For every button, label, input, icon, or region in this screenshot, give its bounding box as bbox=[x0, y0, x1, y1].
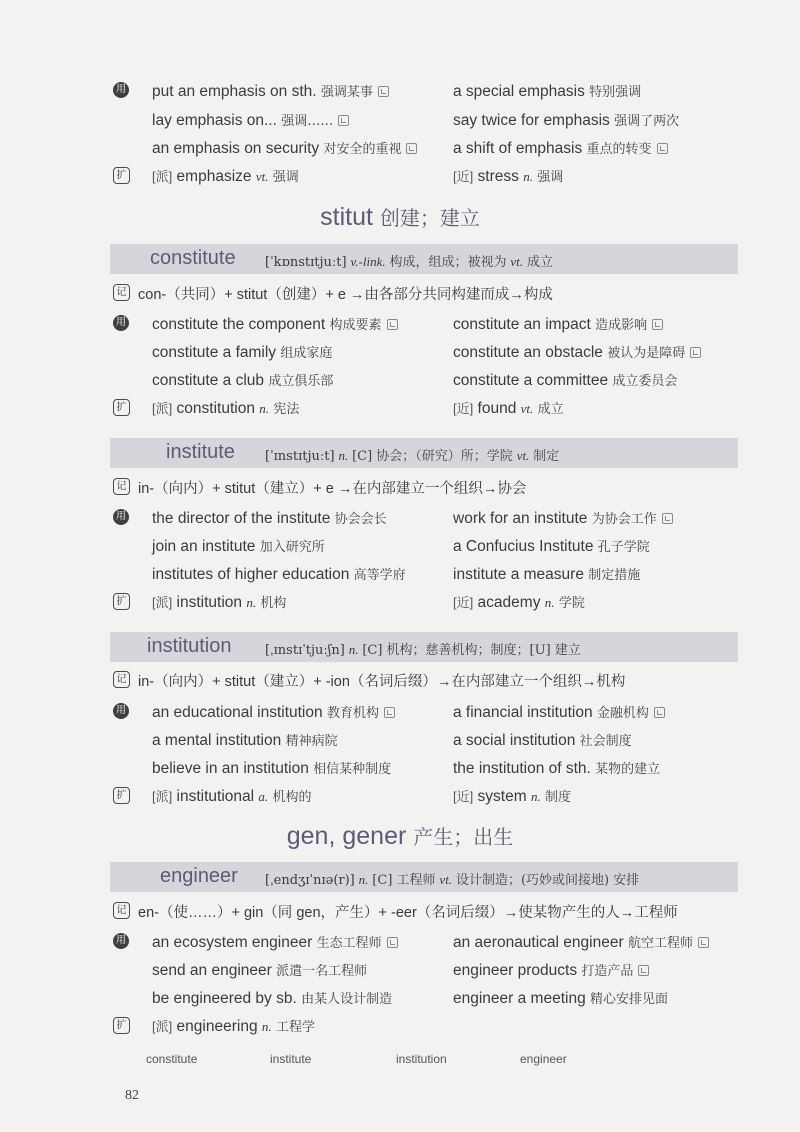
usage-phrase: a social institution 社会制度 bbox=[453, 732, 632, 749]
usage-phrase: an emphasis on security 对安全的重视 bbox=[152, 138, 417, 158]
usage-phrase: constitute an impact 造成影响 bbox=[453, 314, 663, 334]
usage-phrase: institutes of higher education 高等学府 bbox=[152, 566, 406, 583]
headword: institution bbox=[147, 635, 232, 657]
audio-icon[interactable] bbox=[387, 319, 398, 330]
synonym-word: [近] found vt. 成立 bbox=[453, 400, 564, 417]
derivative-word: [派] engineering n. 工程学 bbox=[152, 1018, 315, 1035]
memory-icon: 记 bbox=[113, 902, 130, 919]
audio-icon[interactable] bbox=[387, 937, 398, 948]
usage-phrase: a financial institution 金融机构 bbox=[453, 702, 665, 722]
audio-icon[interactable] bbox=[698, 937, 709, 948]
memory-icon: 记 bbox=[113, 478, 130, 495]
root-heading: stitut 创建；建立 bbox=[320, 203, 480, 231]
headword: constitute bbox=[150, 247, 236, 269]
usage-phrase: constitute a family 组成家庭 bbox=[152, 344, 333, 361]
audio-icon[interactable] bbox=[338, 115, 349, 126]
extend-icon: 扩 bbox=[113, 399, 130, 416]
synonym-word: [近] academy n. 学院 bbox=[453, 594, 585, 611]
audio-icon[interactable] bbox=[652, 319, 663, 330]
pronunciation-definition: [ˈkɒnstɪtjuːt] v.-link. 构成，组成；被视为 vt. 成立 bbox=[265, 254, 553, 270]
use-icon: 用 bbox=[113, 315, 129, 331]
usage-phrase: send an engineer 派遣一名工程师 bbox=[152, 962, 368, 979]
audio-icon[interactable] bbox=[657, 143, 668, 154]
usage-phrase: the director of the institute 协会会长 bbox=[152, 510, 387, 527]
extend-icon: 扩 bbox=[113, 593, 130, 610]
usage-phrase: an aeronautical engineer 航空工程师 bbox=[453, 932, 709, 952]
audio-icon[interactable] bbox=[662, 513, 673, 524]
headword: institute bbox=[166, 441, 235, 463]
usage-phrase: believe in an institution 相信某种制度 bbox=[152, 760, 392, 777]
usage-phrase: a Confucius Institute 孔子学院 bbox=[453, 538, 650, 555]
usage-phrase: an educational institution 教育机构 bbox=[152, 702, 395, 722]
footer-word: constitute bbox=[146, 1052, 198, 1066]
footer-word: institute bbox=[270, 1052, 312, 1066]
usage-phrase: the institution of sth. 某物的建立 bbox=[453, 760, 661, 777]
usage-phrase: say twice for emphasis 强调了两次 bbox=[453, 112, 680, 129]
headword-bar bbox=[110, 244, 738, 274]
synonym-word: [近] stress n. 强调 bbox=[453, 168, 564, 185]
use-icon: 用 bbox=[113, 509, 129, 525]
root-heading: gen, gener 产生；出生 bbox=[286, 822, 514, 850]
usage-phrase: a special emphasis 特别强调 bbox=[453, 83, 642, 100]
usage-phrase: work for an institute 为协会工作 bbox=[453, 508, 673, 528]
memory-icon: 记 bbox=[113, 284, 130, 301]
audio-icon[interactable] bbox=[654, 707, 665, 718]
usage-phrase: engineer products 打造产品 bbox=[453, 960, 649, 980]
usage-phrase: a shift of emphasis 重点的转变 bbox=[453, 138, 668, 158]
usage-phrase: lay emphasis on... 强调…… bbox=[152, 110, 349, 130]
usage-phrase: an ecosystem engineer 生态工程师 bbox=[152, 932, 398, 952]
pronunciation-definition: [ˈɪnstɪtjuːt] n. [C] 协会；（研究）所；学院 vt. 制定 bbox=[265, 448, 560, 464]
memory-note: in-（向内）+ stitut（建立）+ -ion（名词后缀）→在内部建立一个组织→机构 bbox=[138, 674, 626, 690]
usage-phrase: constitute a committee 成立委员会 bbox=[453, 372, 678, 389]
derivative-word: [派] constitution n. 宪法 bbox=[152, 400, 300, 417]
extend-icon: 扩 bbox=[113, 787, 130, 804]
usage-phrase: constitute a club 成立俱乐部 bbox=[152, 372, 334, 389]
headword-bar bbox=[110, 862, 738, 892]
derivative-word: [派] institutional a. 机构的 bbox=[152, 788, 312, 805]
usage-phrase: constitute an obstacle 被认为是障碍 bbox=[453, 342, 701, 362]
audio-icon[interactable] bbox=[378, 86, 389, 97]
usage-phrase: a mental institution 精神病院 bbox=[152, 732, 338, 749]
page-number: 82 bbox=[125, 1088, 139, 1103]
usage-phrase: be engineered by sb. 由某人设计制造 bbox=[152, 990, 393, 1007]
audio-icon[interactable] bbox=[384, 707, 395, 718]
footer-word: engineer bbox=[520, 1052, 567, 1066]
memory-note: en-（使……）+ gin（同 gen，产生）+ -eer（名词后缀）→使某物产生的人→工程师 bbox=[138, 905, 678, 921]
extend-icon: 扩 bbox=[113, 167, 130, 184]
derivative-word: [派] emphasize vt. 强调 bbox=[152, 168, 299, 185]
extend-icon: 扩 bbox=[113, 1017, 130, 1034]
memory-note: con-（共同）+ stitut（创建）+ e →由各部分共同构建而成→构成 bbox=[138, 287, 553, 303]
use-icon: 用 bbox=[113, 703, 129, 719]
use-icon: 用 bbox=[113, 933, 129, 949]
pronunciation-definition: [ˌɪnstɪˈtjuːʃn] n. [C] 机构；慈善机构；制度；[U] 建立 bbox=[265, 642, 581, 658]
memory-note: in-（向内）+ stitut（建立）+ e →在内部建立一个组织→协会 bbox=[138, 481, 527, 497]
usage-phrase: engineer a meeting 精心安排见面 bbox=[453, 990, 669, 1007]
audio-icon[interactable] bbox=[406, 143, 417, 154]
usage-phrase: constitute the component 构成要素 bbox=[152, 314, 398, 334]
derivative-word: [派] institution n. 机构 bbox=[152, 594, 287, 611]
synonym-word: [近] system n. 制度 bbox=[453, 788, 572, 805]
usage-phrase: put an emphasis on sth. 强调某事 bbox=[152, 81, 389, 101]
memory-icon: 记 bbox=[113, 671, 130, 688]
audio-icon[interactable] bbox=[638, 965, 649, 976]
footer-word: institution bbox=[396, 1052, 447, 1066]
headword: engineer bbox=[160, 865, 238, 887]
use-icon: 用 bbox=[113, 82, 129, 98]
headword-bar bbox=[110, 438, 738, 468]
usage-phrase: join an institute 加入研究所 bbox=[152, 538, 325, 555]
usage-phrase: institute a measure 制定措施 bbox=[453, 566, 641, 583]
headword-bar bbox=[110, 632, 738, 662]
pronunciation-definition: [ˌendʒɪˈnɪə(r)] n. [C] 工程师 vt. 设计制造；(巧妙或间接地) 安排 bbox=[265, 872, 640, 888]
audio-icon[interactable] bbox=[690, 347, 701, 358]
